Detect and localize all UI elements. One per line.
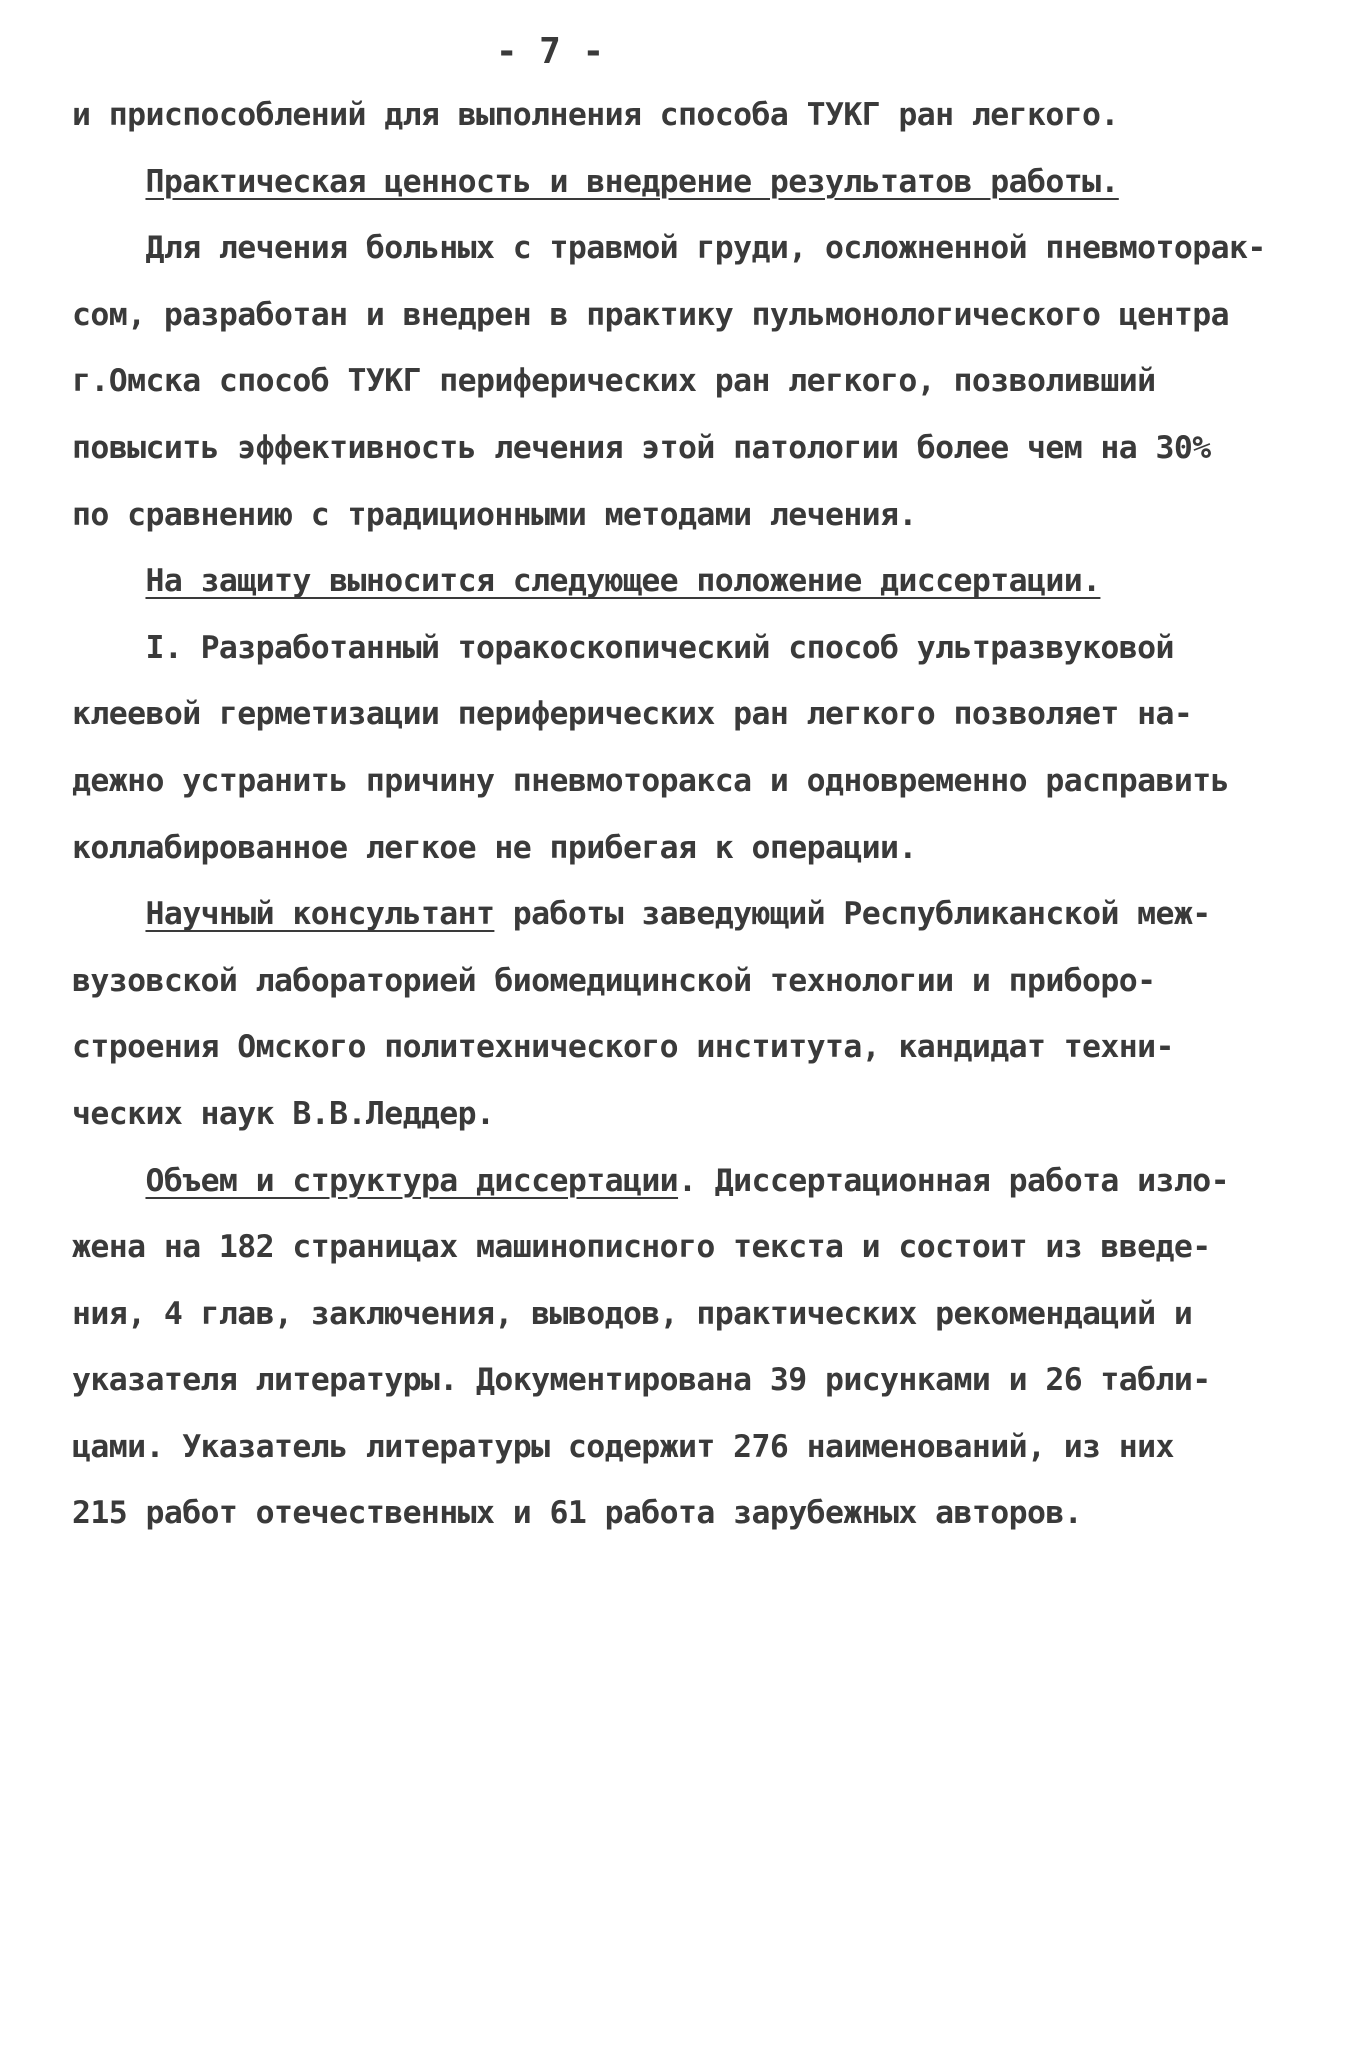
text-line [72, 548, 1282, 615]
line-text: сом, разработан и внедрен в практику пульмонологического центра [72, 296, 1229, 333]
line-indent [72, 164, 145, 200]
line-text: жена на 182 страницах машинописного текста и состоит из введе- [72, 1229, 1211, 1266]
text-line [72, 1081, 1282, 1148]
text-line [72, 282, 1282, 349]
line-text: ния, 4 глав, заключения, выводов, практических рекомендаций и [72, 1295, 1193, 1332]
line-text: клеевой герметизации периферических ран легкого позволяет на- [72, 696, 1193, 733]
line-text: по сравнению с традиционными методами лечения. [72, 496, 917, 533]
line-indent [72, 630, 145, 666]
page-number: - 7 - [495, 31, 605, 72]
underlined-heading: Объем и структура диссертации [145, 1162, 679, 1199]
line-text: ческих наук В.В.Леддер. [72, 1095, 495, 1132]
text-line [72, 82, 1282, 149]
underlined-heading: Практическая ценность и внедрение результатов работы. [145, 163, 1119, 200]
text-line [72, 215, 1282, 282]
line-text: работы заведующий Республиканской меж- [494, 896, 1211, 933]
text-line [72, 615, 1282, 682]
document-body [72, 82, 1282, 1547]
text-line [72, 1281, 1282, 1348]
line-indent [72, 563, 145, 599]
line-text: строения Омского политехнического института, кандидат техни- [72, 1029, 1174, 1066]
text-line [72, 815, 1282, 882]
text-line [72, 881, 1282, 948]
line-text: Для лечения больных с травмой груди, осложненной пневмоторак- [145, 230, 1266, 267]
line-text: коллабированное легкое не прибегая к операции. [72, 829, 917, 866]
text-line [72, 681, 1282, 748]
line-text: цами. Указатель литературы содержит 276 наименований, из них [72, 1428, 1174, 1465]
line-indent [72, 1163, 145, 1199]
underlined-heading: Научный консультант [145, 896, 495, 933]
line-text: 215 работ отечественных и 61 работа зарубежных авторов. [72, 1495, 1083, 1532]
text-line [72, 948, 1282, 1015]
line-indent [72, 230, 145, 266]
line-text: и приспособлений для выполнения способа ТУКГ ран легкого. [72, 97, 1119, 133]
line-text: дежно устранить причину пневмоторакса и одновременно расправить [72, 762, 1229, 799]
text-line [72, 149, 1282, 216]
underlined-heading: На защиту выносится следующее положение диссертации. [145, 563, 1101, 600]
line-text: повысить эффективность лечения этой патологии более чем на 30% [72, 429, 1211, 466]
text-line [72, 1347, 1282, 1414]
line-text: I. Разработанный торакоскопический способ ультразвуковой [145, 629, 1174, 666]
line-indent [72, 896, 145, 932]
text-line [72, 1414, 1282, 1481]
line-text: вузовской лабораторией биомедицинской технологии и приборо- [72, 962, 1156, 999]
line-text: . Диссертационная работа изло- [678, 1162, 1229, 1199]
line-text: г.Омска способ ТУКГ периферических ран легкого, позволивший [72, 363, 1156, 400]
text-line [72, 1014, 1282, 1081]
text-line [72, 1148, 1282, 1215]
text-line [72, 415, 1282, 482]
text-line [72, 482, 1282, 549]
text-line [72, 748, 1282, 815]
text-line [72, 1480, 1282, 1547]
text-line [72, 1214, 1282, 1281]
text-line [72, 348, 1282, 415]
line-text: указателя литературы. Документирована 39 рисунками и 26 табли- [72, 1362, 1211, 1399]
